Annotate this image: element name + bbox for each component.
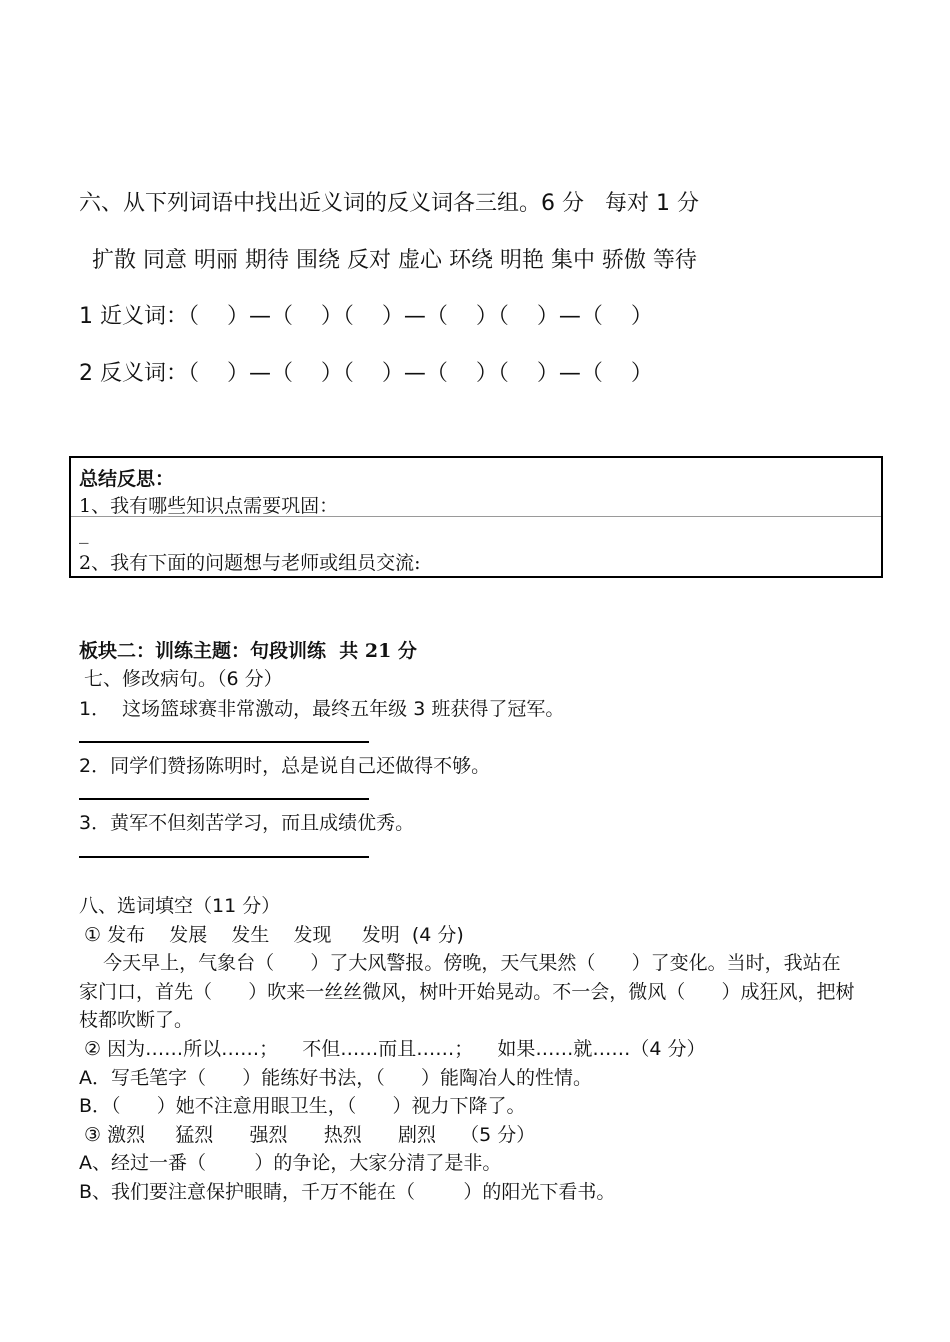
answer-line-1 bbox=[79, 741, 369, 743]
reflection-box bbox=[69, 456, 883, 578]
group3-item-b: B、我们要注意保护眼睛，千万不能在（ ）的阳光下看书。 bbox=[79, 1181, 616, 1203]
reflection-item-1: 1、我有哪些知识点需要巩固： bbox=[79, 495, 339, 517]
paragraph-line-3: 枝都吹断了。 bbox=[79, 1009, 194, 1031]
group2-word-list: ② 因为……所以……； 不但……而且……； 如果……就……（4 分） bbox=[84, 1038, 706, 1060]
group2-item-b: B．（ ）她不注意用眼卫生，（ ）视力下降了。 bbox=[79, 1095, 526, 1117]
paragraph-line-1: 今天早上，气象台（ ）了大风警报。傍晚，天气果然（ ）了变化。当时，我站在 bbox=[79, 952, 841, 974]
reflection-item-2: 2、我有下面的问题想与老师或组员交流: bbox=[79, 552, 421, 574]
section6-title: 六、从下列词语中找出近义词的反义词各三组。6 分 每对 1 分 bbox=[79, 191, 699, 216]
sentence-2: 2．同学们赞扬陈明时，总是说自己还做得不够。 bbox=[79, 755, 491, 777]
section6-word-list: 扩散 同意 明丽 期待 围绕 反对 虚心 环绕 明艳 集中 骄傲 等待 bbox=[92, 248, 697, 273]
module2-title: 板块二：训练主题：句段训练 共 21 分 bbox=[79, 640, 417, 662]
group2-item-a: A．写毛笔字（ ）能练好书法，（ ）能陶冶人的性情。 bbox=[79, 1067, 592, 1089]
sentence-1: 1． 这场篮球赛非常激动，最终五年级 3 班获得了冠军。 bbox=[79, 698, 565, 720]
section7-title: 七、修改病句。（6 分） bbox=[84, 668, 283, 690]
sentence-3: 3．黄军不但刻苦学习，而且成绩优秀。 bbox=[79, 812, 415, 834]
group3-word-list: ③ 激烈 猛烈 强烈 热烈 剧烈 （5 分） bbox=[84, 1124, 536, 1146]
paragraph-line-2: 家门口，首先（ ）吹来一丝丝微风，树叶开始晃动。不一会，微风（ ）成狂风，把树 bbox=[79, 981, 855, 1003]
reflection-underscore: _ bbox=[79, 522, 89, 544]
answer-line-2 bbox=[79, 798, 369, 800]
reflection-divider bbox=[71, 516, 881, 517]
group1-word-list: ① 发布 发展 发生 发现 发明 (4 分) bbox=[84, 924, 464, 946]
synonym-row: 1 近义词：（ ）—（ ）（ ）—（ ）（ ）—（ ） bbox=[79, 304, 653, 329]
answer-line-3 bbox=[79, 856, 369, 858]
section8-title: 八、选词填空（11 分） bbox=[79, 895, 281, 917]
reflection-title: 总结反思： bbox=[79, 468, 175, 490]
antonym-row: 2 反义词：（ ）—（ ）（ ）—（ ）（ ）—（ ） bbox=[79, 361, 653, 386]
group3-item-a: A、经过一番（ ）的争论，大家分清了是非。 bbox=[79, 1152, 502, 1174]
